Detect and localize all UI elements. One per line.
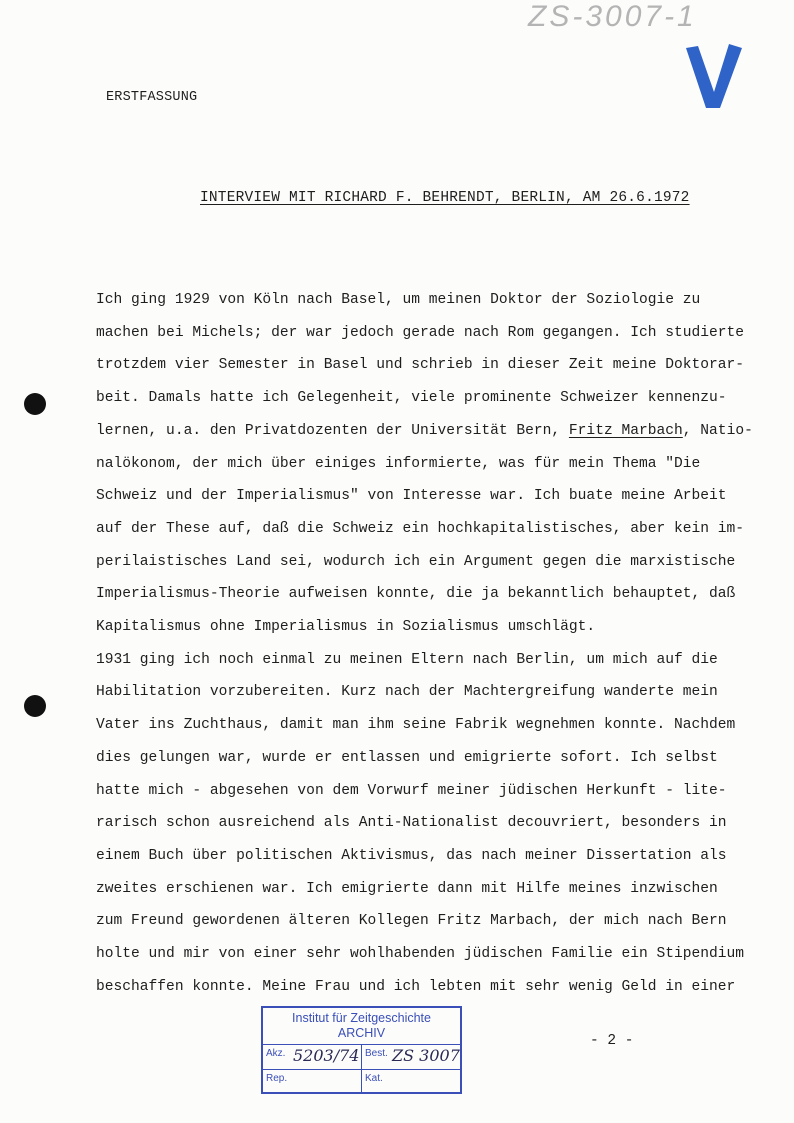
body-line: Vater ins Zuchthaus, damit man ihm seine Fabrik wegnehmen konnte. Nachdem (96, 717, 736, 734)
body-line: perilaistisches Land sei, wodurch ich ein Argument gegen die marxistische (96, 553, 736, 570)
stamp-akz-label: Akz. (266, 1048, 286, 1059)
draft-status-label: ERSTFASSUNG (106, 90, 198, 105)
body-line: zweites erschienen war. Ich emigrierte dann mit Hilfe meines inzwischen (96, 880, 718, 897)
page-number: - 2 - (590, 1033, 634, 1049)
body-line: nalökonom, der mich über einiges informierte, was für mein Thema "Die (96, 455, 701, 472)
body-line: Imperialismus-Theorie aufweisen konnte, die ja bekanntlich behauptet, daß (96, 586, 736, 603)
body-line: auf der These auf, daß die Schweiz ein hochkapitalistisches, aber kein im- (96, 520, 745, 537)
body-line (96, 415, 756, 448)
body-line: machen bei Michels; der war jedoch gerade nach Rom gegangen. Ich studierte (96, 324, 745, 341)
stamp-archive: ARCHIV (337, 1026, 386, 1040)
body-line-segment: , Natio- (682, 422, 753, 439)
body-line: einem Buch über politischen Aktivismus, das nach meiner Dissertation als (96, 847, 727, 864)
archive-reference: ZS-3007-1 (528, 0, 697, 33)
body-line: hatte mich - abgesehen von dem Vorwurf meiner jüdischen Herkunft - lite- (96, 782, 727, 799)
stamp-best-cell (361, 1045, 460, 1069)
body-line: Kapitalismus ohne Imperialismus in Sozialismus umschlägt. (96, 619, 596, 636)
body-line: Schweiz und der Imperialismus" von Interesse war. Ich buate meine Arbeit (96, 488, 727, 505)
body-line-segment: lernen, u.a. den Privatdozenten der Universität Bern, (96, 422, 569, 439)
body-line: beit. Damals hatte ich Gelegenheit, viele prominente Schweizer kennenzu- (96, 390, 727, 407)
body-line: beschaffen konnte. Meine Frau und ich lebten mit sehr wenig Geld in einer (96, 978, 736, 995)
archive-stamp (261, 1006, 462, 1094)
stamp-best-label: Best. (365, 1048, 388, 1059)
interview-title: INTERVIEW MIT RICHARD F. BEHRENDT, BERLIN, AM 26.6.1972 (200, 190, 690, 206)
body-line: Ich ging 1929 von Köln nach Basel, um meinen Doktor der Soziologie zu (96, 292, 701, 308)
punch-hole-top (24, 393, 46, 415)
stamp-best-value: ZS 3007 (392, 1046, 460, 1065)
stamp-row-repository (263, 1070, 460, 1094)
stamp-rep-cell (263, 1070, 361, 1094)
body-line: holte und mir von einer sehr wohlhabenden jüdischen Familie ein Stipendium (96, 946, 745, 963)
stamp-institute: Institut für Zeitgeschichte (292, 1011, 431, 1025)
body-line: rarisch schon ausreichend als Anti-Nationalist decouvriert, besonders in (96, 815, 727, 832)
punch-hole-bottom (24, 695, 46, 717)
body-line: zum Freund gewordenen älteren Kollegen Fritz Marbach, der mich nach Bern (96, 913, 727, 930)
body-line: Habilitation vorzubereiten. Kurz nach der Machtergreifung wanderte mein (96, 684, 718, 701)
stamp-rep-label: Rep. (266, 1073, 288, 1084)
blue-v-checkmark (684, 42, 744, 112)
body-line: dies gelungen war, wurde er entlassen und emigrierte sofort. Ich selbst (96, 749, 718, 766)
stamp-akz-cell (263, 1045, 361, 1069)
body-text (96, 284, 756, 1003)
body-line: trotzdem vier Semester in Basel und schrieb in dieser Zeit meine Doktorar- (96, 357, 745, 374)
stamp-header (263, 1008, 460, 1045)
stamp-kat-label: Kat. (365, 1073, 383, 1084)
stamp-akz-value: 5203/74 (293, 1046, 360, 1065)
stamp-kat-cell (361, 1070, 460, 1094)
underlined-name: Fritz Marbach (568, 422, 683, 439)
stamp-row-accession (263, 1045, 460, 1070)
body-line: 1931 ging ich noch einmal zu meinen Eltern nach Berlin, um mich auf die (96, 651, 718, 668)
